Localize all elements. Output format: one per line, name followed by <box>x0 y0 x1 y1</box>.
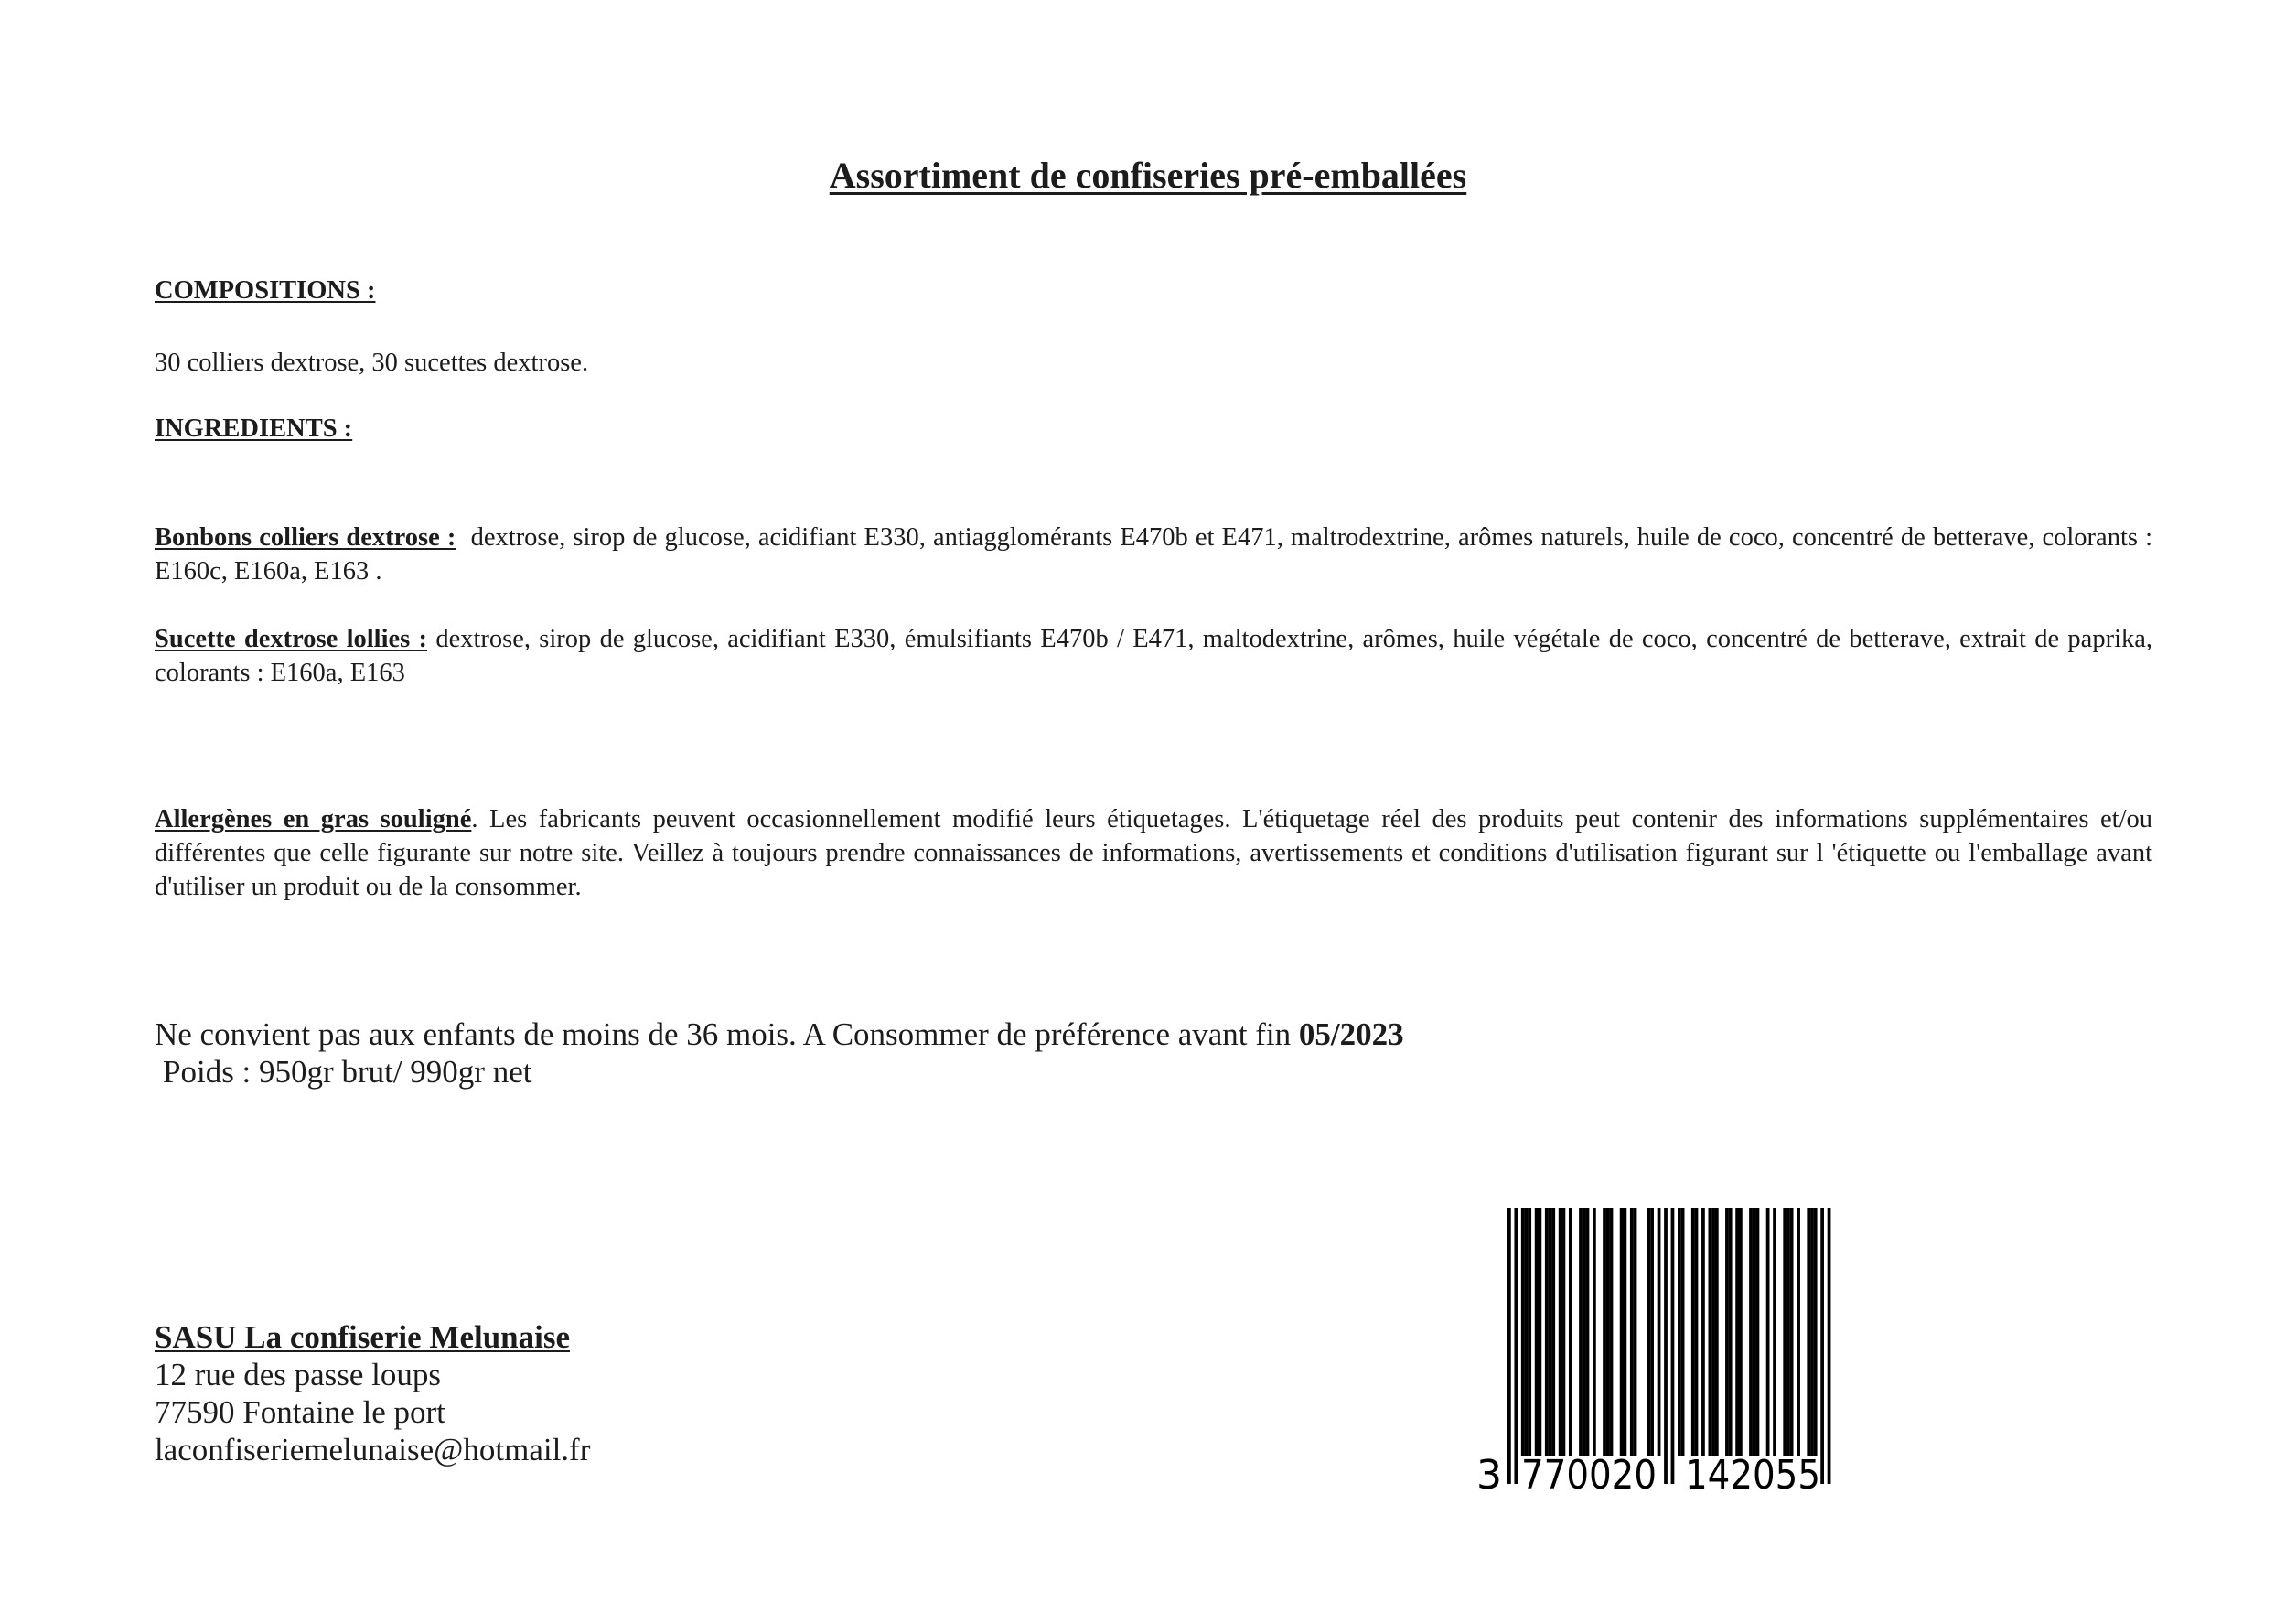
allergen-text: . Les fabricants peuvent occasionnellement modifié leurs étiquetages. L'étiquetage réel des produits peut contenir des informations supplémentaires et/ou différentes que celle figurante sur notre site. Veillez à toujours prendre connaissances de informations, avertissements et conditions d'utilisation figurant sur l 'étiquette ou l'emballage avant d'utiliser un produit ou de la consommer. <box>155 805 2152 901</box>
barcode-bar <box>1756 1208 1760 1456</box>
barcode-bar <box>1715 1208 1719 1456</box>
barcode-digit-first: 3 <box>1476 1452 1502 1499</box>
weight-text: Poids : 950gr brut/ 990gr net <box>163 1054 532 1090</box>
barcode-bar <box>1606 1208 1610 1456</box>
company-street: 12 rue des passe loups <box>155 1357 442 1392</box>
barcode-guard-bar <box>1820 1208 1824 1484</box>
barcode-guard-bar <box>1828 1208 1831 1484</box>
barcode-bar <box>1650 1208 1654 1456</box>
barcode <box>1471 1206 1855 1499</box>
barcode-bar <box>1678 1208 1681 1456</box>
barcode-bar <box>1551 1208 1555 1456</box>
barcode-bar <box>1525 1208 1529 1456</box>
ingredient-text: dextrose, sirop de glucose, acidifiant E330, antiagglomérants E470b et E471, maltrodextrine, arômes naturels, huile de coco, concentré de betterave, colorants : E160c, E160a, E163 . <box>155 523 2152 586</box>
barcode-bar <box>1681 1208 1685 1456</box>
barcode-graphic <box>1471 1206 1855 1499</box>
barcode-bar <box>1610 1208 1614 1456</box>
barcode-bar <box>1786 1208 1790 1456</box>
barcode-digits-left: 770020 <box>1521 1452 1657 1499</box>
barcode-bar <box>1630 1208 1634 1456</box>
allergen-lead: Allergènes en gras souligné <box>155 805 472 833</box>
barcode-bar <box>1691 1208 1695 1456</box>
barcode-bar <box>1753 1208 1756 1456</box>
barcode-bar <box>1695 1208 1699 1456</box>
barcode-bar <box>1807 1208 1810 1456</box>
barcode-bar <box>1521 1208 1525 1456</box>
consumption-notice <box>155 1016 1404 1053</box>
ingredient-sucette-lollies <box>155 622 2152 690</box>
barcode-bar <box>1634 1208 1637 1456</box>
barcode-bar <box>1783 1208 1786 1456</box>
barcode-guard-bar <box>1671 1208 1675 1484</box>
ingredients-heading: INGREDIENTS : <box>155 414 353 443</box>
barcode-bar <box>1708 1208 1711 1456</box>
barcode-digits-right: 142055 <box>1685 1452 1820 1499</box>
ingredient-name: Bonbons colliers dextrose : <box>155 523 456 552</box>
barcode-bar <box>1579 1208 1583 1456</box>
barcode-bar <box>1583 1208 1586 1456</box>
best-before-date: 05/2023 <box>1298 1016 1404 1052</box>
barcode-bar <box>1658 1208 1661 1456</box>
barcode-bar <box>1528 1208 1531 1456</box>
ingredient-text: dextrose, sirop de glucose, acidifiant E330, émulsifiants E470b / E471, maltodextrine, arômes, huile végétale de coco, concentré de betterave, extrait de paprika, colorants : E160a, E163 <box>155 625 2153 687</box>
barcode-bar <box>1739 1208 1743 1456</box>
barcode-bar <box>1569 1208 1572 1456</box>
barcode-bar <box>1593 1208 1596 1456</box>
barcode-guard-bar <box>1514 1208 1518 1484</box>
barcode-bar <box>1549 1208 1552 1456</box>
company-block <box>155 1318 590 1468</box>
barcode-guard-bar <box>1507 1208 1511 1484</box>
barcode-bar <box>1562 1208 1566 1456</box>
barcode-bar <box>1586 1208 1590 1456</box>
barcode-bar <box>1647 1208 1651 1456</box>
barcode-bar <box>1603 1208 1606 1456</box>
page-title <box>0 154 2296 197</box>
allergen-notice <box>155 802 2152 904</box>
barcode-bar <box>1735 1208 1739 1456</box>
barcode-bar <box>1538 1208 1541 1456</box>
page-title-text: Assortiment de confiseries pré-emballées <box>829 155 1467 196</box>
company-name: SASU La confiserie Melunaise <box>155 1319 571 1355</box>
company-email: laconfiseriemelunaise@hotmail.fr <box>155 1432 591 1467</box>
barcode-bar <box>1766 1208 1770 1456</box>
barcode-bar <box>1810 1208 1814 1456</box>
consumption-text: Ne convient pas aux enfants de moins de 36 mois. A Consommer de préférence avant fin <box>155 1016 1299 1052</box>
barcode-bar <box>1535 1208 1539 1456</box>
ingredient-bonbons-colliers <box>155 521 2152 588</box>
company-city: 77590 Fontaine le port <box>155 1394 445 1430</box>
barcode-bar <box>1773 1208 1776 1456</box>
ingredient-name: Sucette dextrose lollies : <box>155 625 428 653</box>
barcode-bar <box>1725 1208 1729 1456</box>
barcode-bar <box>1797 1208 1800 1456</box>
barcode-bar <box>1790 1208 1794 1456</box>
barcode-bar <box>1749 1208 1753 1456</box>
compositions-text: 30 colliers dextrose, 30 sucettes dextrose. <box>155 349 589 377</box>
barcode-bar <box>1701 1208 1705 1456</box>
barcode-bar <box>1729 1208 1733 1456</box>
barcode-bars <box>1507 1208 1830 1484</box>
barcode-bar <box>1620 1208 1624 1456</box>
barcode-guard-bar <box>1664 1208 1668 1484</box>
barcode-bar <box>1559 1208 1562 1456</box>
barcode-bar <box>1545 1208 1549 1456</box>
barcode-bar <box>1814 1208 1818 1456</box>
compositions-heading: COMPOSITIONS : <box>155 276 376 305</box>
barcode-bar <box>1623 1208 1626 1456</box>
barcode-bar <box>1711 1208 1715 1456</box>
